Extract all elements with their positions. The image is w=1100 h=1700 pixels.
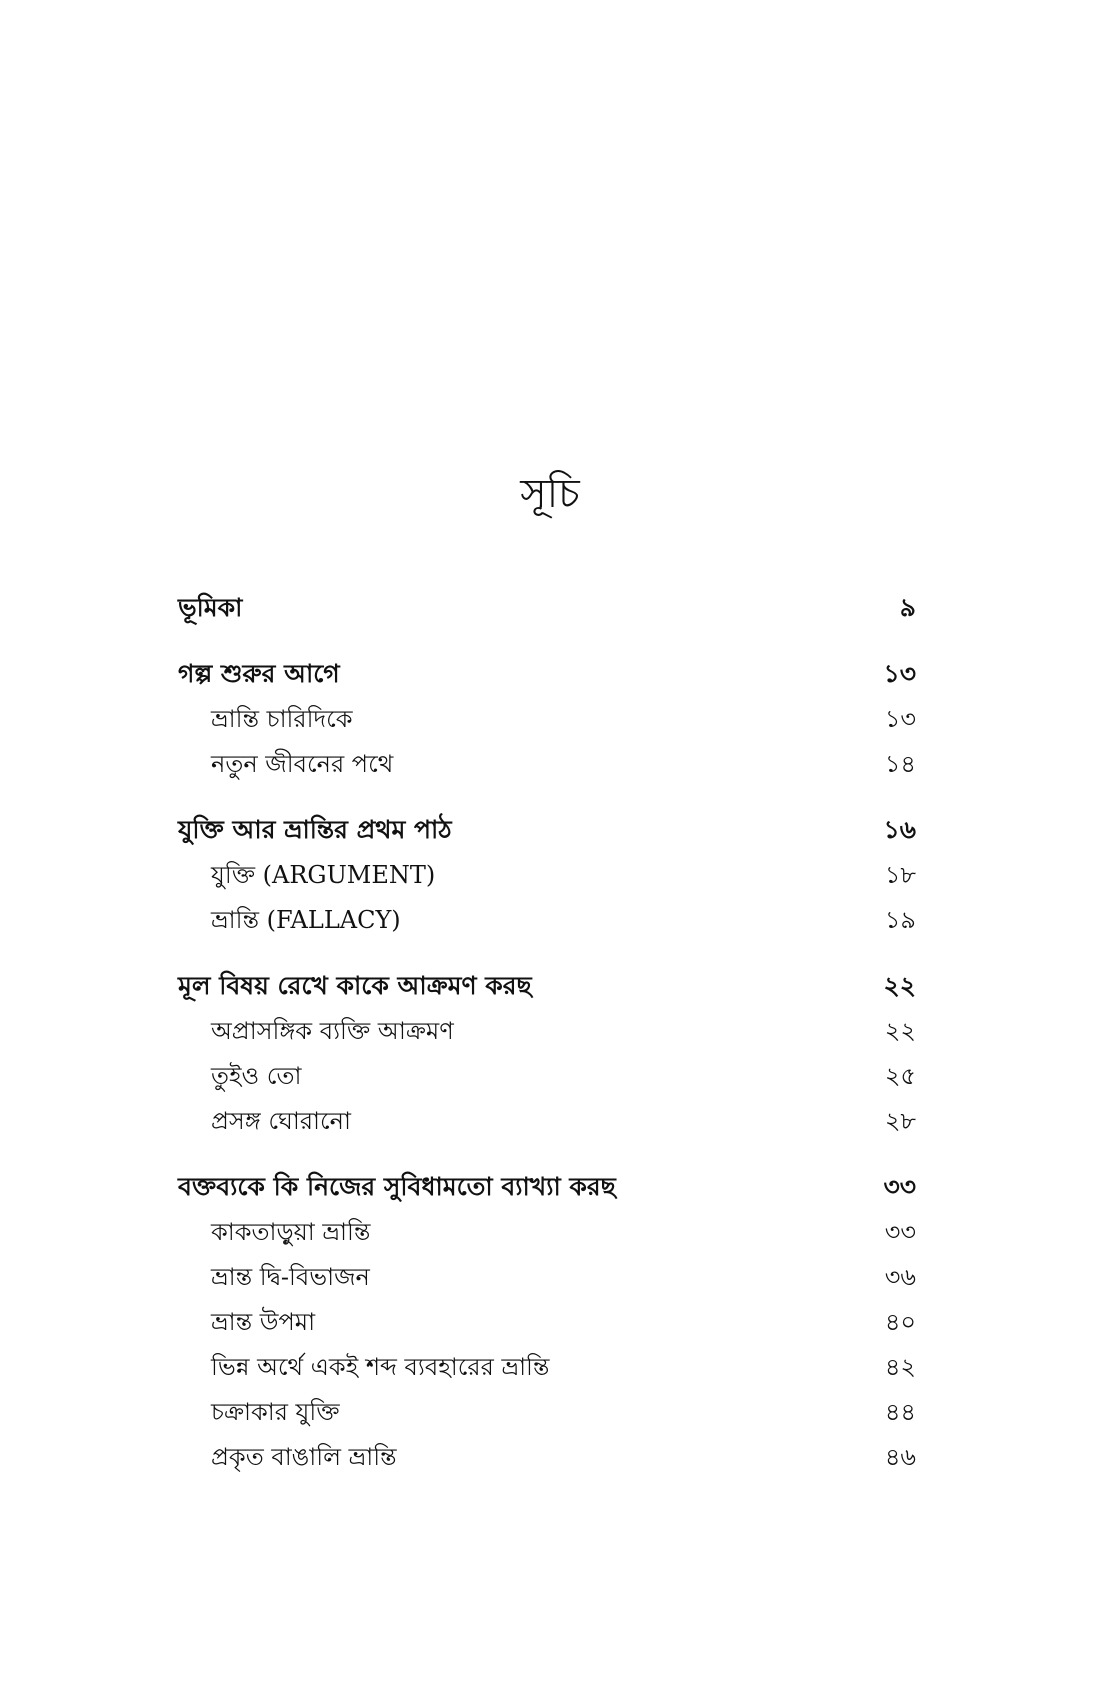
toc-page-number: ১৬ bbox=[883, 815, 916, 844]
toc-section bbox=[178, 963, 916, 1144]
toc-subentry-title: চক্রাকার যুক্তি bbox=[211, 1398, 340, 1426]
toc-chapter-title: গল্প শুরুর আগে bbox=[178, 659, 340, 688]
toc-subentry-row[interactable] bbox=[178, 1054, 916, 1099]
toc-page-number: ১৩ bbox=[884, 705, 916, 733]
toc-subentry-row[interactable] bbox=[178, 742, 916, 787]
toc-subentry-title: নতুন জীবনের পথে bbox=[211, 750, 394, 778]
toc-page-number: ১৪ bbox=[884, 750, 916, 778]
toc-subentry-title: ভ্রান্তি (FALLACY) bbox=[211, 906, 401, 934]
toc-subentry-row[interactable] bbox=[178, 1255, 916, 1300]
toc-chapter-title: ভূমিকা bbox=[178, 593, 243, 622]
toc-subentry-title: প্রসঙ্গ ঘোরানো bbox=[211, 1107, 351, 1135]
toc-subentry-row[interactable] bbox=[178, 1009, 916, 1054]
toc-page-number: ৩৬ bbox=[884, 1263, 916, 1291]
page-title: সূচি bbox=[520, 471, 580, 517]
toc-page-number: ৩৩ bbox=[884, 1218, 916, 1246]
toc-subentry-row[interactable] bbox=[178, 1300, 916, 1345]
toc-chapter-row[interactable] bbox=[178, 585, 916, 631]
toc-section bbox=[178, 1164, 916, 1480]
toc-subentry-title: প্রকৃত বাঙালি ভ্রান্তি bbox=[211, 1443, 397, 1471]
toc-subentry-row[interactable] bbox=[178, 1390, 916, 1435]
toc-chapter-row[interactable] bbox=[178, 963, 916, 1009]
toc-page-number: ৩৩ bbox=[883, 1172, 916, 1201]
toc-subentry-row[interactable] bbox=[178, 853, 916, 898]
toc-subentry-title: ভ্রান্ত দ্বি-বিভাজন bbox=[211, 1263, 370, 1291]
toc-subentry-title: ভিন্ন অর্থে একই শব্দ ব্যবহারের ভ্রান্তি bbox=[211, 1353, 550, 1381]
toc-subentry-row[interactable] bbox=[178, 1345, 916, 1390]
toc-subentry-title: ভ্রান্তি চারিদিকে bbox=[211, 705, 353, 733]
toc-page-number: ১৩ bbox=[883, 659, 916, 688]
toc-page-number: ২২ bbox=[884, 1017, 916, 1045]
toc-subentry-title: কাকতাড়ুয়া ভ্রান্তি bbox=[211, 1218, 371, 1246]
toc-page-number: ৪৬ bbox=[884, 1443, 916, 1471]
toc-subentry-title: ভ্রান্ত উপমা bbox=[211, 1308, 316, 1336]
toc-subentry-row[interactable] bbox=[178, 1099, 916, 1144]
toc-chapter-row[interactable] bbox=[178, 807, 916, 853]
toc-chapter-title: মূল বিষয় রেখে কাকে আক্রমণ করছ bbox=[178, 971, 532, 1000]
toc-section bbox=[178, 807, 916, 943]
toc-page-number: ৪০ bbox=[884, 1308, 916, 1336]
toc-section bbox=[178, 585, 916, 631]
toc-subentry-row[interactable] bbox=[178, 697, 916, 742]
toc-page-number: ৪২ bbox=[884, 1353, 916, 1381]
toc-subentry-title: অপ্রাসঙ্গিক ব্যক্তি আক্রমণ bbox=[211, 1017, 454, 1045]
toc-page-number: ৯ bbox=[899, 593, 916, 622]
toc-subentry-row[interactable] bbox=[178, 1210, 916, 1255]
toc-page-number: ২৮ bbox=[884, 1107, 916, 1135]
toc-page-number: ২২ bbox=[883, 971, 916, 1000]
toc-section bbox=[178, 651, 916, 787]
toc-page-number: ৪৪ bbox=[884, 1398, 916, 1426]
toc-subentry-title: যুক্তি (ARGUMENT) bbox=[211, 861, 436, 889]
toc-chapter-row[interactable] bbox=[178, 1164, 916, 1210]
toc-page-number: ১৮ bbox=[884, 861, 916, 889]
toc-chapter-title: বক্তব্যকে কি নিজের সুবিধামতো ব্যাখ্যা করছ bbox=[178, 1172, 616, 1201]
toc-page-number: ১৯ bbox=[884, 906, 916, 934]
toc-subentry-row[interactable] bbox=[178, 1435, 916, 1480]
toc-subentry-row[interactable] bbox=[178, 898, 916, 943]
toc-subentry-title: তুইও তো bbox=[211, 1062, 302, 1090]
toc-page-number: ২৫ bbox=[884, 1062, 916, 1090]
toc-chapter-title: যুক্তি আর ভ্রান্তির প্রথম পাঠ bbox=[178, 815, 452, 844]
toc-chapter-row[interactable] bbox=[178, 651, 916, 697]
table-of-contents bbox=[178, 585, 916, 1500]
